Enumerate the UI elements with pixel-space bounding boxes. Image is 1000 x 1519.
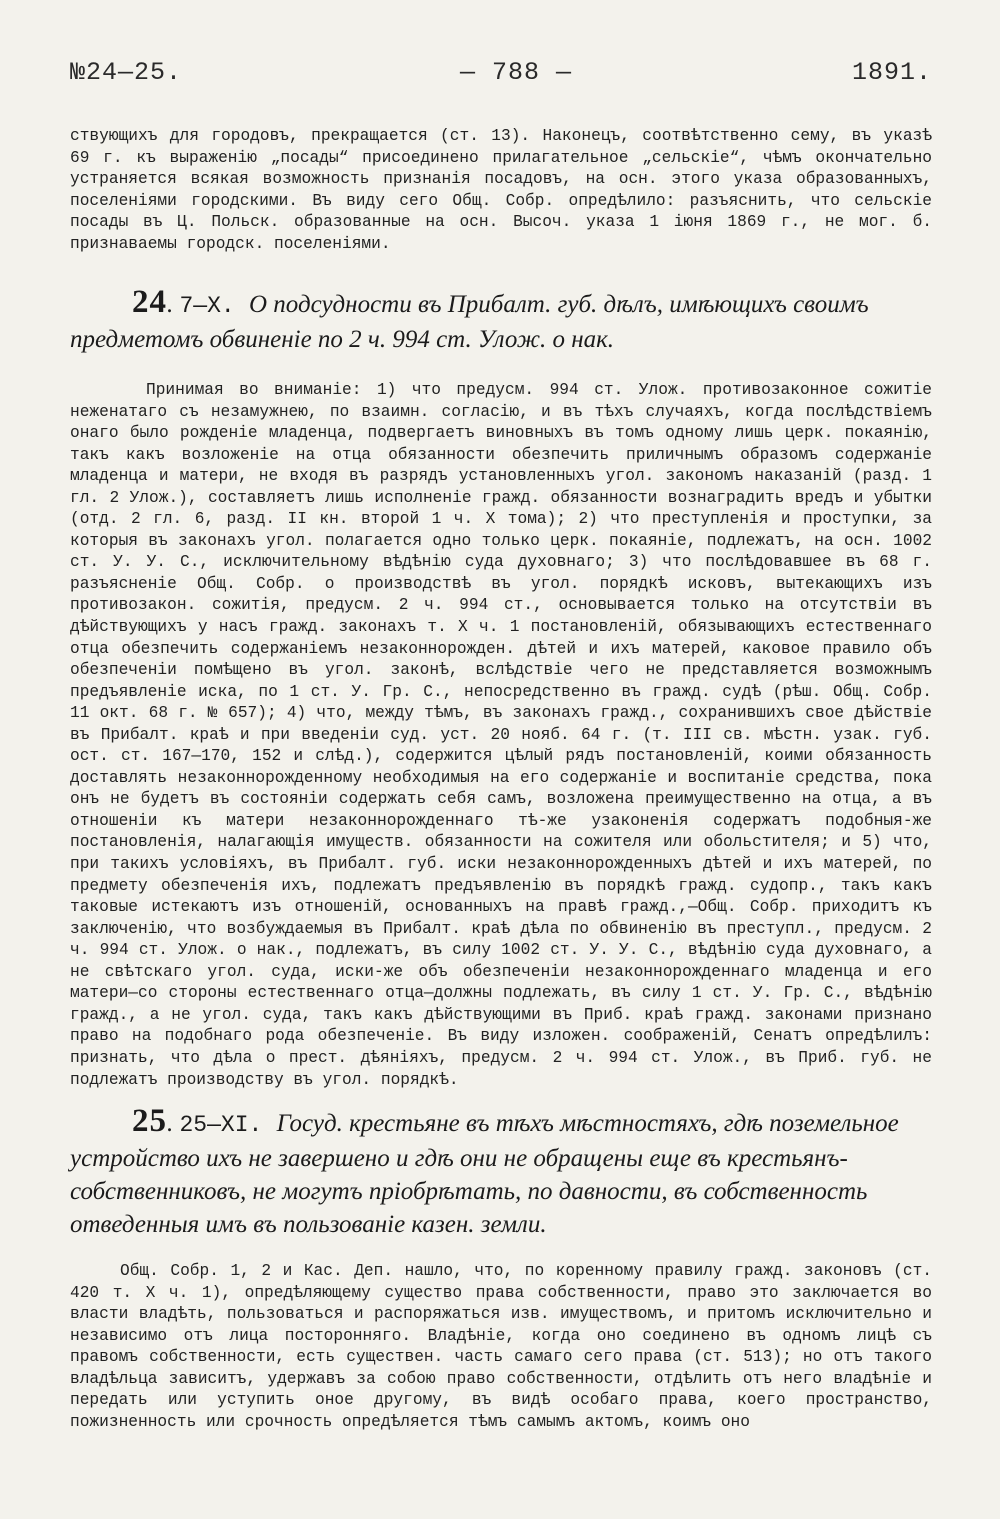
continued-paragraph: ствующихъ для городовъ, прекращается (ст. 13). Наконецъ, соотвѣтственно сему, въ указѣ 69 г. къ выраженію „посады“ присоединено прилагательное „сельскіе“, чѣмъ окончательно устраняется всякая возможность признанія посадовъ, на осн. этого указа образованныхъ, поселеніями городскими. Въ виду сего Общ. Собр. опредѣлило: разъяснить, что сельскіе посады въ Ц. Польск. образованные на осн. Высоч. указа 1 іюня 1869 г., не мог. б. признаваемы городск. поселеніями. xyxy=(70,127,932,253)
section-24-number: 24 xyxy=(132,284,167,320)
page-header xyxy=(70,58,932,98)
section-25-body: Общ. Собр. 1, 2 и Кас. Деп. нашло, что, по коренному правилу гражд. законовъ (ст. 420 т. X ч. 1), опредѣляющему существо права собственности, право это заключается во власти владѣть, пользоваться и распоряжаться изв. имуществомъ, и притомъ исключительно и независимо отъ лица посторонняго. Владѣніе, когда оно соединено въ одномъ лицѣ съ правомъ собственности, есть существен. часть самаго сего права (ст. 513); но отъ такого владѣльца зависитъ, удержавъ за собою право собственности, отдѣлить отъ него владѣніе и передать или уступить оное другому, въ видѣ особаго права, коего пространство, пожизненность или срочность опредѣляется тѣмъ самымъ актомъ, коимъ оно xyxy=(70,1262,932,1431)
section-24-heading: 24. 7—X. О подсудности въ Прибалт. губ. дѣлъ, имѣющихъ своимъ предметомъ обвиненіе по 2 ч. 994 ст. Улож. о нак. xyxy=(70,284,869,353)
section-24-date: 7—X. xyxy=(179,293,235,319)
year: 1891. xyxy=(851,58,932,87)
section-25-number: 25 xyxy=(132,1103,167,1139)
page-number: — 788 — xyxy=(460,58,573,87)
section-24-body: Принимая во вниманіе: 1) что предусм. 994 ст. Улож. противозаконное сожитіе неженатаго съ незамужнею, по взаимн. согласію, и въ тѣхъ случаяхъ, когда послѣдствіемъ онаго было рожденіе младенца, подвергаетъ виновныхъ въ томъ одному лишь церк. покаянію, такъ какъ возложеніе на отца обязанности обезпечить приличнымъ образомъ содержаніе младенца и матери, не входя въ разрядъ установленныхъ угол. закономъ наказаній (разд. 1 гл. 2 Улож.), составляетъ лишь исполненіе гражд. обязанности вознаградить вредъ и убытки (отд. 2 гл. 6, разд. II кн. второй 1 ч. X тома); 2) что преступленія и проступки, за которыя въ законахъ угол. полагается одно только церк. покаяніе, подлежатъ, на осн. 1002 ст. У. У. С., исключительному вѣдѣнію суда духовнаго; 3) что послѣдовавшее въ 68 г. разъясненіе Общ. Собр. о производствѣ въ угол. порядкѣ исковъ, вытекающихъ изъ противозакон. сожитія, предусм. 2 ч. 994 ст., основывается только на отсутствіи въ дѣйствующихъ у насъ гражд. законахъ т. X ч. 1 постановленій, обязывающихъ естественнаго отца обезпечить содержаніемъ незаконнорожден. дѣтей и ихъ матерей, каковое правило объ обезпеченіи помѣщено въ угол. законѣ, вслѣдствіе чего не представляется возможнымъ предъявленіе иска, по 1 ст. У. Гр. С., непосредственно въ гражд. судѣ (рѣш. Общ. Собр. 11 окт. 68 г. № 657); 4) что, между тѣмъ, въ законахъ гражд., сохранившихъ свое дѣйствіе въ Прибалт. краѣ и при введеніи суд. уст. 20 нояб. 64 г. (т. III св. мѣстн. узак. губ. ост. ст. 167—170, 152 и слѣд.), содержится цѣлый рядъ постановленій, коими обязанность доставлять незаконнорожденному необходимыя на его содержаніе и воспитаніе средства, пока онъ не будетъ въ состояніи содержать себя самъ, возложена преимущественно на отца, а въ отношеніи къ матери незаконнорожденнаго тѣ-же узаконенія содержатъ подобныя-же постановленія, налагающія имуществ. обязанности на сожителя или обольстителя; и 5) что, при такихъ условіяхъ, въ Прибалт. губ. иски незаконнорожденныхъ дѣтей и ихъ матерей, по предмету обезпеченія ихъ, подлежатъ предъявленію въ порядкѣ гражд. судопр., такъ какъ таковые истекаютъ изъ отношеній, основанныхъ на правѣ гражд.,—Общ. Собр. приходитъ къ заключенію, что возбуждаемыя въ Прибалт. краѣ дѣла по обвиненію въ преступл., предусм. 2 ч. 994 ст. Улож. о нак., подлежатъ, въ силу 1002 ст. У. У. С., вѣдѣнію суда духовнаго, а не свѣтскаго угол. суда, иски-же объ обезпеченіи незаконнорожденнаго младенца и его матери—со стороны естественнаго отца—должны подлежать, въ силу 1 ст. У. Гр. С., вѣдѣнію гражд., а не угол. суда, такъ какъ дѣйствующими въ Приб. краѣ гражд. законами признано право на подобнаго рода обезпеченіе. Въ виду изложен. соображеній, Сенатъ опредѣлилъ: признать, что дѣла о прест. дѣяніяхъ, предусм. 2 ч. 994 ст. Улож., въ Приб. губ. не подлежатъ производству въ угол. порядкѣ. xyxy=(70,381,932,1089)
section-25-title: Госуд. крестьяне въ тѣхъ мѣстностяхъ, гдѣ поземельное устройство ихъ не завершено и гдѣ они не обращены еще въ крестьянъ-собственниковъ, не могутъ пріобрѣтать, по давности, въ собственность отведенныя имъ въ пользованіе казен. земли. xyxy=(70,1110,899,1238)
section-24-title: О подсудности въ Прибалт. губ. дѣлъ, имѣющихъ своимъ предметомъ обвиненіе по 2 ч. 994 ст. Улож. о нак. xyxy=(70,291,869,353)
section-25-heading: 25. 25—XI. Госуд. крестьяне въ тѣхъ мѣстностяхъ, гдѣ поземельное устройство ихъ не завершено и гдѣ они не обращены еще въ крестьянъ-собственниковъ, не могутъ пріобрѣтать, по давности, въ собственность отведенныя имъ въ пользованіе казен. земли. xyxy=(70,1103,899,1238)
section-25-date: 25—XI. xyxy=(179,1112,263,1138)
issue-number: №24—25. xyxy=(70,58,183,87)
